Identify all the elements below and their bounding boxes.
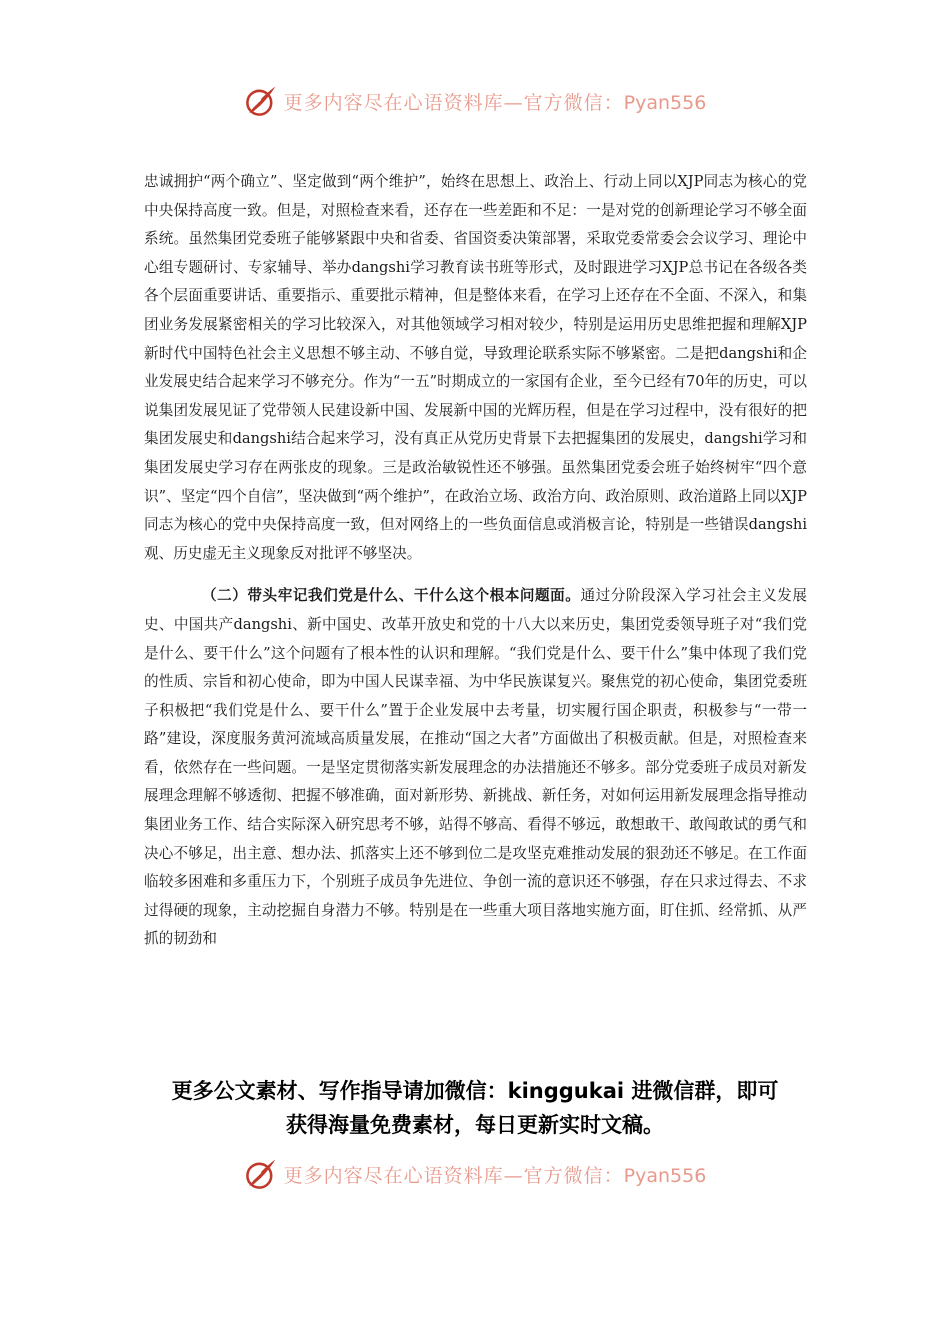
promo-notice bbox=[0, 1074, 950, 1142]
document-body bbox=[144, 168, 807, 954]
paragraph-2-text: 通过分阶段深入学习社会主义发展史、中国共产dangshi、新中国史、改革开放史和党的十八大以来历史，集团党委领导班子对“我们党是什么、要干什么”这个问题有了根本性的认识和理解。“我们党是什么、要干什么”集中体现了我们党的性质、宗旨和初心使命，即为中国人民谋幸福、为中华民族谋复兴。聚焦党的初心使命，集团党委班子积极把“我们党是什么、要干什么”置于企业发展中去考量，切实履行国企职责，积极参与“一带一路”建设，深度服务黄河流域高质量发展，在推动“国之大者”方面做出了积极贡献。但是，对照检查来看，依然存在一些问题。一是坚定贯彻落实新发展理念的办法措施还不够多。部分党委班子成员对新发展理念理解不够透彻、把握不够准确，面对新形势、新挑战、新任务，对如何运用新发展理念指导推动集团业务工作、结合实际深入研究思考不够，站得不够高、看得不够远，敢想敢干、敢闯敢试的勇气和决心不够足，出主意、想办法、抓落实上还不够到位二是攻坚克难推动发展的狠劲还不够足。在工作面临较多困难和多重压力下，个别班子成员争先进位、争创一流的意识还不够强，存在只求过得去、不求过得硬的现象，主动挖掘自身潜力不够。特别是在一些重大项目落地实施方面，盯住抓、经常抓、从严抓的韧劲和 bbox=[144, 587, 807, 948]
header-banner-text: 更多内容尽在心语资料库—官方微信：Pyan556 bbox=[283, 91, 707, 114]
header-wechat-id: Pyan556 bbox=[623, 91, 707, 114]
footer-wechat-id: Pyan556 bbox=[623, 1164, 707, 1187]
header-banner bbox=[0, 84, 950, 118]
footer-banner bbox=[0, 1157, 950, 1191]
promo-line-2: 获得海量免费素材，每日更新实时文稿。 bbox=[286, 1113, 664, 1137]
footer-banner-text: 更多内容尽在心语资料库—官方微信：Pyan556 bbox=[283, 1164, 707, 1187]
paragraph-2 bbox=[144, 582, 807, 954]
promo-line-1: 更多公文素材、写作指导请加微信：kinggukai 进微信群，即可 bbox=[171, 1079, 779, 1103]
quill-logo-icon bbox=[244, 84, 278, 118]
section-heading: （二）带头牢记我们党是什么、干什么这个根本问题面。 bbox=[202, 587, 581, 605]
paragraph-1: 忠诚拥护“两个确立”、坚定做到“两个维护”，始终在思想上、政治上、行动上同以XJP同志为核心的党中央保持高度一致。但是，对照检查来看，还存在一些差距和不足：一是对党的创新理论学习不够全面系统。虽然集团党委班子能够紧跟中央和省委、省国资委决策部署，采取党委常委会会议学习、理论中心组专题研讨、专家辅导、举办dangshi学习教育读书班等形式，及时跟进学习XJP总书记在各级各类各个层面重要讲话、重要指示、重要批示精神，但是整体来看，在学习上还存在不全面、不深入，和集团业务发展紧密相关的学习比较深入，对其他领域学习相对较少，特别是运用历史思维把握和理解XJP新时代中国特色社会主义思想不够主动、不够自觉，导致理论联系实际不够紧密。二是把dangshi和企业发展史结合起来学习不够充分。作为“一五”时期成立的一家国有企业，至今已经有70年的历史，可以说集团发展见证了党带领人民建设新中国、发展新中国的光辉历程，但是在学习过程中，没有很好的把集团发展史和dangshi结合起来学习，没有真正从党历史背景下去把握集团的发展史，dangshi学习和集团发展史学习存在两张皮的现象。三是政治敏锐性还不够强。虽然集团党委会班子始终树牢“四个意识”、坚定“四个自信”，坚决做到“两个维护”，在政治立场、政治方向、政治原则、政治道路上同以XJP同志为核心的党中央保持高度一致，但对网络上的一些负面信息或消极言论，特别是一些错误dangshi观、历史虚无主义现象反对批评不够坚决。 bbox=[144, 173, 807, 562]
quill-logo-icon bbox=[244, 1157, 278, 1191]
